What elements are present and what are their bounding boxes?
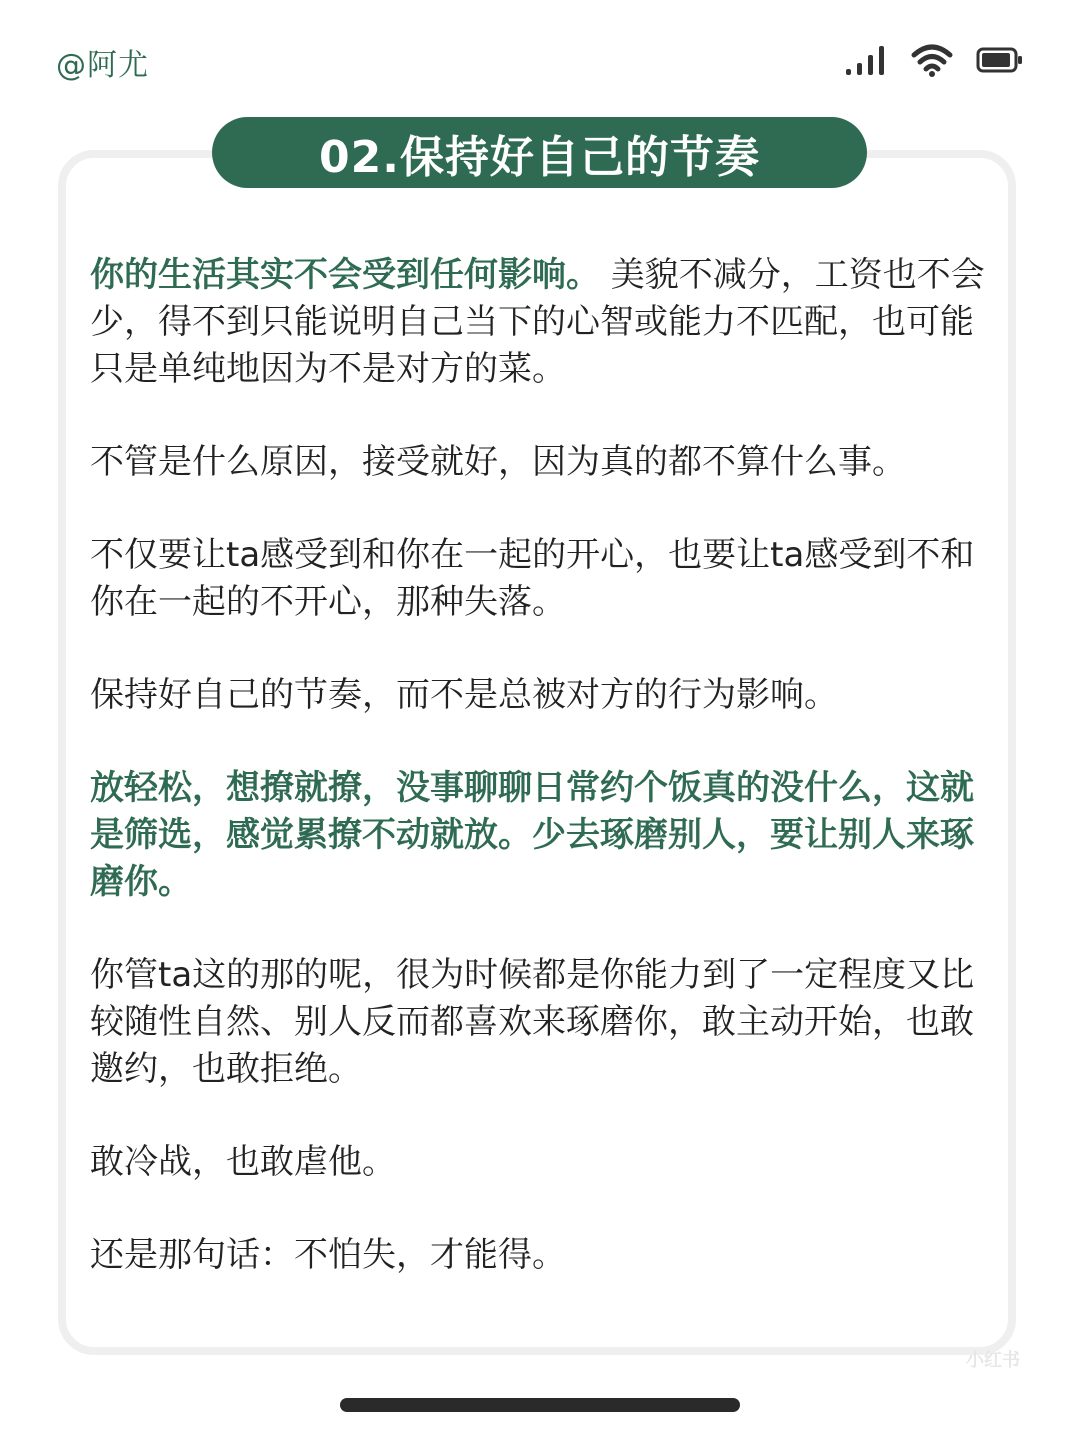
body-text: 敢冷战，也敢虐他。 bbox=[90, 1142, 396, 1182]
paragraph-3 bbox=[90, 532, 1000, 626]
signal-icon bbox=[844, 43, 888, 77]
paragraph-4 bbox=[90, 672, 1000, 719]
section-title: 02.保持好自己的节奏 bbox=[212, 117, 867, 188]
battery-icon bbox=[976, 45, 1024, 75]
highlight-text: 你的生活其实不会受到任何影响。 bbox=[90, 255, 600, 295]
status-icons bbox=[844, 40, 1024, 80]
watermark-logo: 小红书 bbox=[966, 1350, 1020, 1371]
paragraph-7 bbox=[90, 1139, 1000, 1186]
article-content bbox=[90, 252, 1000, 1325]
paragraph-5 bbox=[90, 765, 1000, 906]
body-text: 美貌不减分，工资也不会少，得不到只能说明自己当下的心智或能力不匹配，也可能只是单纯地因为不是对方的菜。 bbox=[90, 255, 985, 389]
body-text: 不仅要让ta感受到和你在一起的开心，也要让ta感受到不和你在一起的不开心，那种失落。 bbox=[90, 535, 975, 622]
paragraph-8 bbox=[90, 1232, 1000, 1279]
home-indicator[interactable] bbox=[340, 1398, 740, 1412]
status-bar bbox=[0, 0, 1080, 110]
body-text: 保持好自己的节奏，而不是总被对方的行为影响。 bbox=[90, 675, 838, 715]
body-text: 不管是什么原因，接受就好，因为真的都不算什么事。 bbox=[90, 442, 906, 482]
paragraph-2 bbox=[90, 439, 1000, 486]
author-handle[interactable]: @阿尤 bbox=[56, 48, 149, 83]
highlight-text: 放轻松，想撩就撩，没事聊聊日常约个饭真的没什么，这就是筛选，感觉累撩不动就放。少去琢磨别人，要让别人来琢磨你。 bbox=[90, 768, 974, 902]
paragraph-1 bbox=[90, 252, 1000, 393]
paragraph-6 bbox=[90, 952, 1000, 1093]
wifi-icon bbox=[910, 43, 954, 77]
body-text: 你管ta这的那的呢，很为时候都是你能力到了一定程度又比较随性自然、别人反而都喜欢来琢磨你，敢主动开始，也敢邀约，也敢拒绝。 bbox=[90, 955, 975, 1089]
body-text: 还是那句话：不怕失，才能得。 bbox=[90, 1235, 566, 1275]
